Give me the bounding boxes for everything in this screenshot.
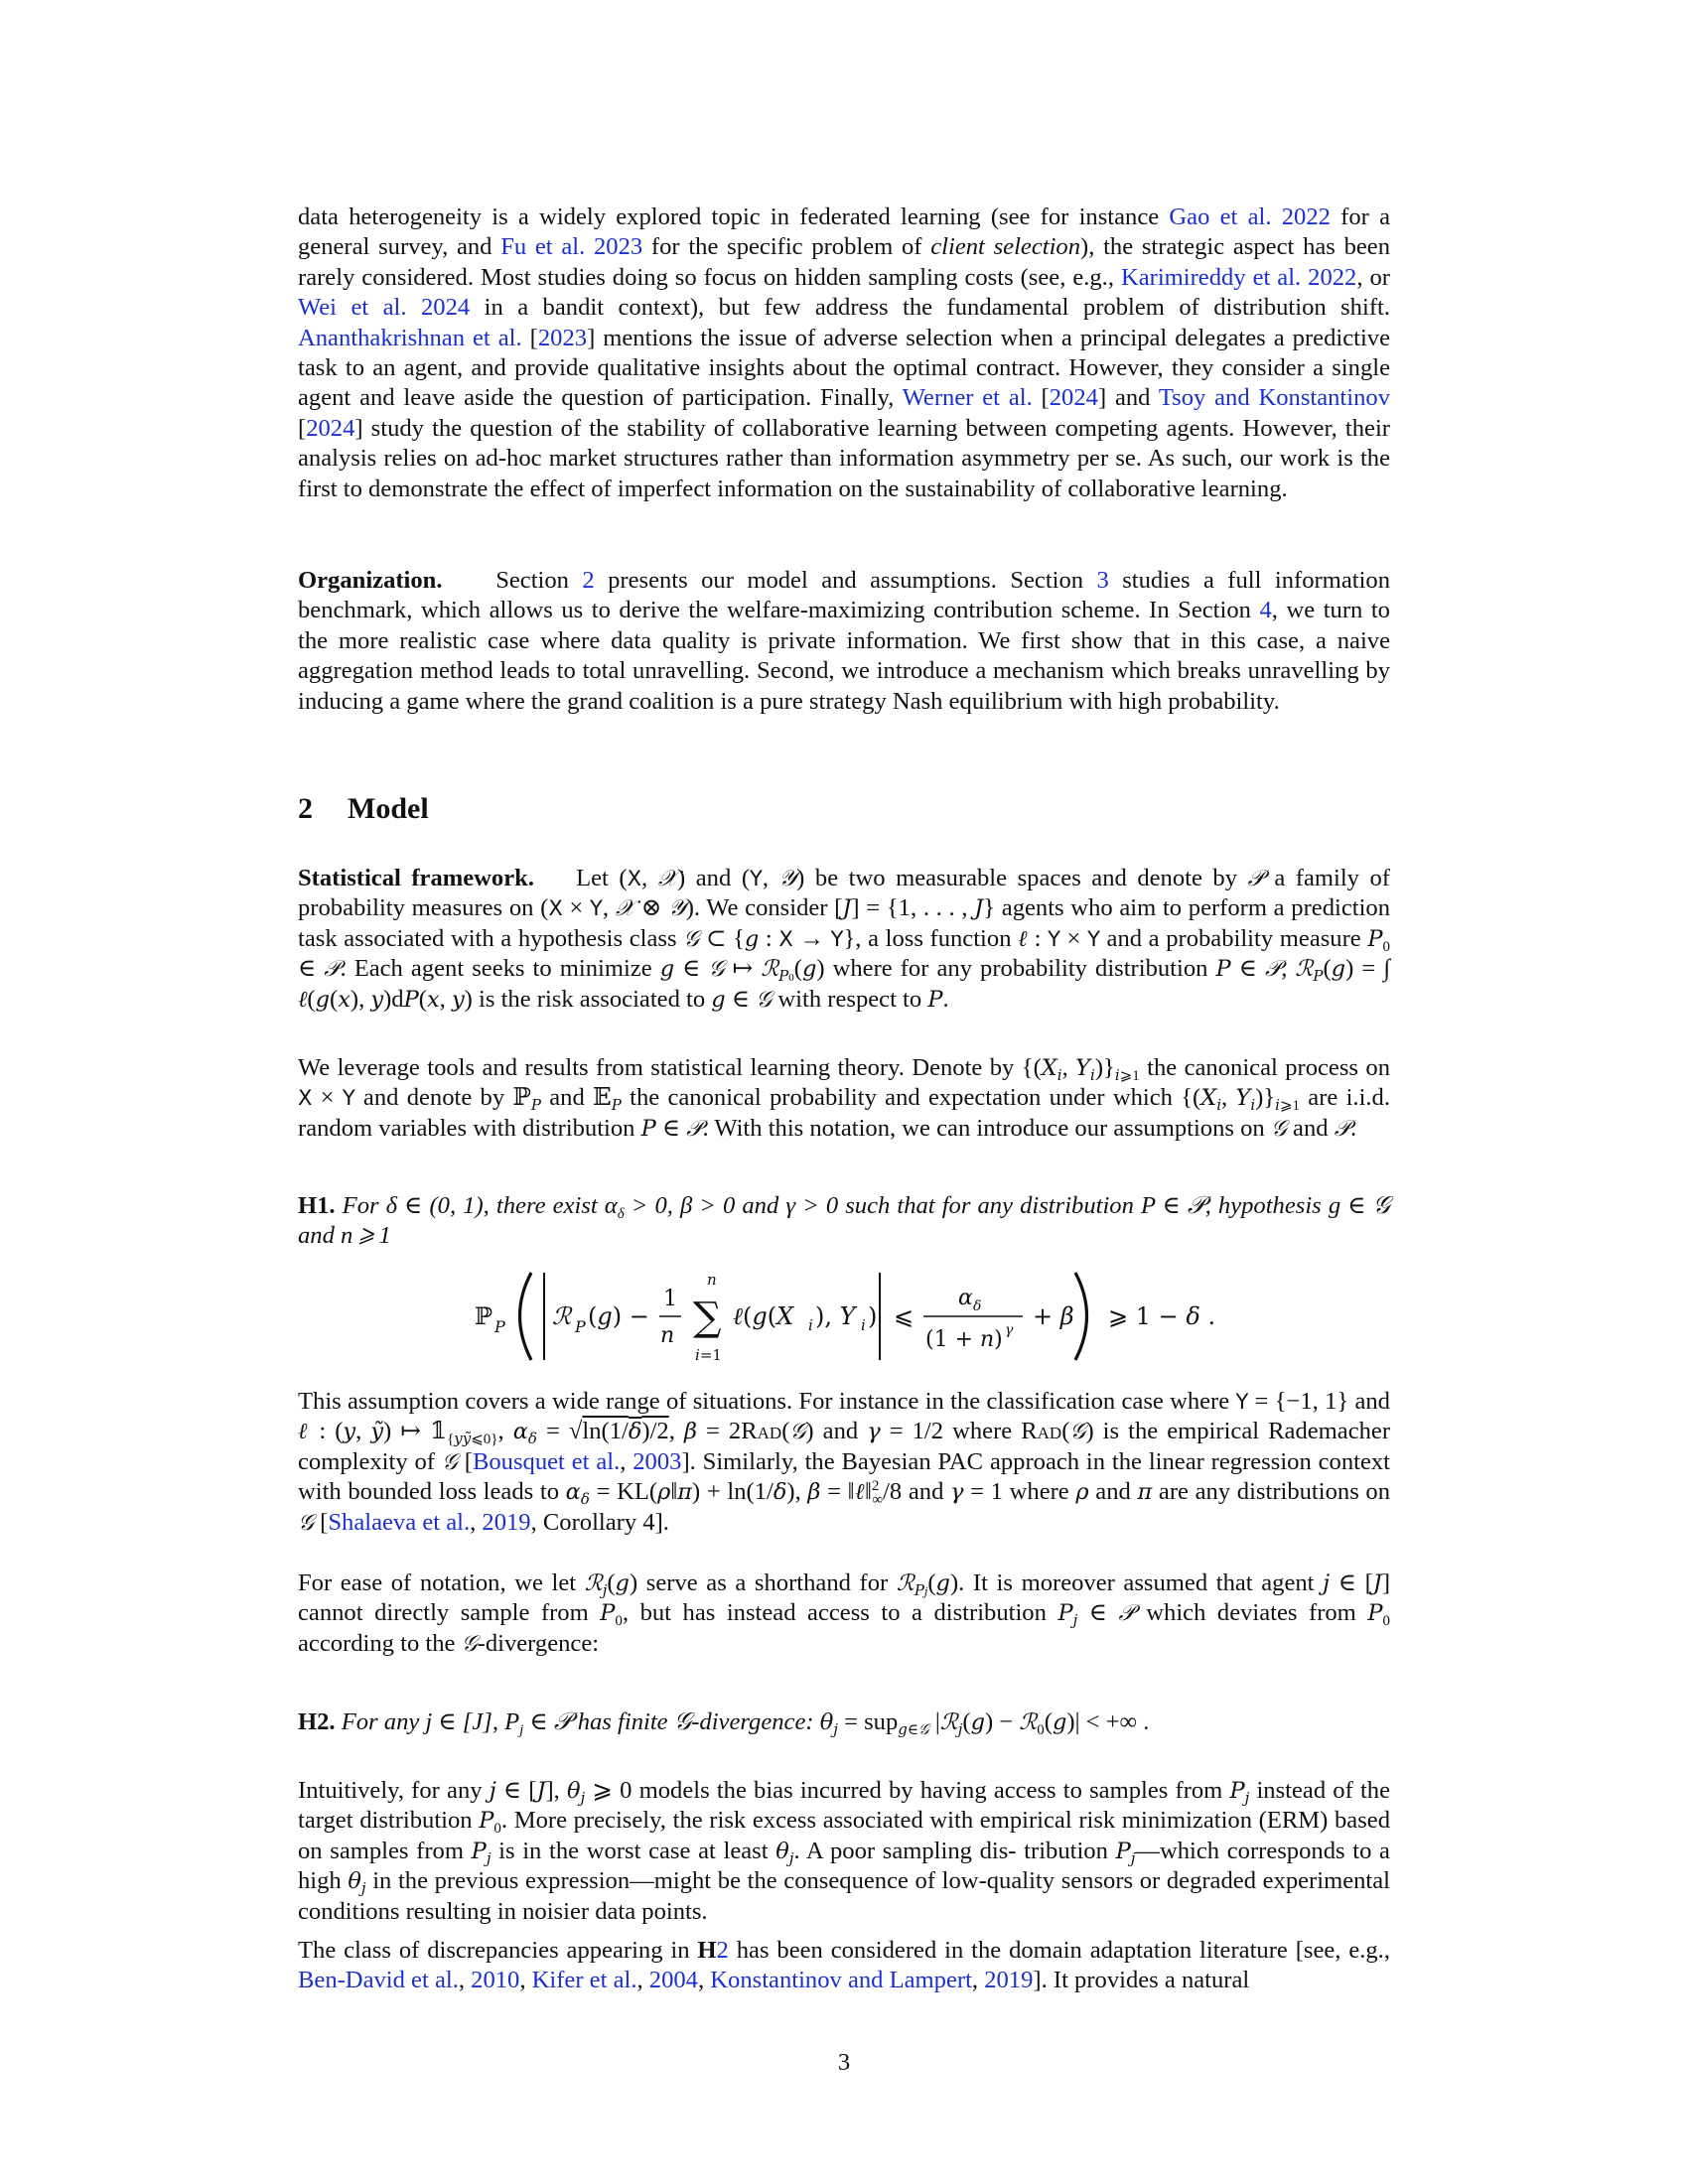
svg-text:γ: γ: [1005, 1322, 1014, 1338]
citation-konstantinov[interactable]: Konstantinov and Lampert: [710, 1967, 972, 1994]
svg-text:+ β: + β: [1033, 1302, 1074, 1330]
svg-text:α: α: [958, 1286, 973, 1310]
section-heading: [298, 794, 429, 824]
related-work-paragraph: data heterogeneity is a widely explored topic in federated learning (see for instance Gao et al. 2022 for a general survey, and Fu et al. 2023 for the specific problem of client selection), the strategic aspect has been rarely considered. Most studies doing so focus on hidden sampling costs (see, e.g., Karimireddy et al. 2022, or Wei et al. 2024 in a bandit context), but few address the fundamental problem of distribution shift. Ananthakrishnan et al. [2023] mentions the issue of adverse selection when a principal delegates a predictive task to an agent, and provide qualitative insights about the optimal contract. However, they consider a single agent and leave aside the question of participation. Finally, Werner et al. [2024] and Tsoy and Konstantinov [2024] study the question of the stability of collaborative learning between competing agents. However, their analysis relies on ad-hoc market structures rather than information asymmetry per se. As such, our work is the first to demonstrate the effect of imperfect information on the sustainability of collaborative learning.: [298, 204, 1391, 502]
ref-h2[interactable]: 2: [716, 1937, 729, 1964]
svg-text:ℙ: ℙ: [475, 1302, 493, 1330]
assumption-h2: H2. For any j ∈ [J], $P_j$ ∈ 𝒫 has finite 𝒢-divergence: $\theta_j = sup_{g\in 𝒢}$ |ℛ$_j$(g) − ℛ$_0$(g)| < +∞ .: [298, 1708, 1150, 1738]
citation-kifer-year[interactable]: 2004: [648, 1967, 698, 1994]
section-title: Model: [348, 792, 429, 825]
intuition-paragraph: Intuitively, for any j ∈ [J], $\theta_j$ ⩾ 0 models the bias incurred by having access to samples from $P_j$ instead of the target distribution $P_0$. More precisely, the risk excess associated with empirical risk minimization (ERM) based on samples from $P_j$ is in the worst case at least $\theta_j$. A poor sampling dis- tribution $P_j—which$ corresponds to a high $\theta_j$ in the previous expression—might be the consequence of low-quality sensors or degraded experimental conditions resulting in noisier data points.: [298, 1777, 1391, 1925]
h2-label: H2.: [298, 1708, 336, 1735]
citation-gao[interactable]: Gao et al. 2022: [1169, 204, 1331, 230]
citation-kifer[interactable]: Kifer et al.: [531, 1967, 637, 1994]
page-number: 3: [837, 2049, 851, 2076]
svg-text:i=1: i=1: [695, 1346, 722, 1364]
svg-text:(1 + n): (1 + n): [925, 1327, 1003, 1352]
h2-ref-prefix: H: [697, 1937, 717, 1964]
ref-section-4[interactable]: 4: [1259, 597, 1272, 624]
citation-bousquet-year[interactable]: 2003: [633, 1447, 682, 1475]
citation-ananthakrishnan[interactable]: Ananthakrishnan et al.: [298, 324, 522, 351]
assumption-discussion-paragraph: This assumption covers a wide range of situations. For instance in the classification case where Y = {−1, 1} and ℓ : (y, ỹ) ↦ $𝟙_{\{yỹ⩽0\}}$, $\alpha_\delta = √\ln(1/\delta)/2$, β = 2Rad(𝒢) and γ = 1/2 where Rad(𝒢) is the empirical Rademacher complexity of 𝒢 [Bousquet et al., 2003]. Similarly, the Bayesian PAC approach in the linear regression context with bounded loss leads to $\alpha_\delta$ = KL(ρ‖π) + ln(1/δ), β = ‖ℓ‖$^2_\infty$/8 and γ = 1 where ρ and π are any distributions on 𝒢 [Shalaeva et al., 2019, Corollary 4].: [298, 1388, 1391, 1536]
section-number: 2: [298, 792, 313, 825]
statistical-framework-label: Statistical framework.: [298, 865, 534, 891]
svg-text:ℓ(g(X: ℓ(g(X: [733, 1302, 794, 1330]
svg-text:⩽: ⩽: [894, 1302, 914, 1330]
h1-equation-svg: [0, 1261, 1688, 1370]
h1-equation: [0, 1261, 1688, 1370]
citation-shalaeva[interactable]: Shalaeva: [328, 1508, 417, 1536]
citation-shalaeva-year[interactable]: 2019: [482, 1508, 531, 1536]
svg-text:ℛ: ℛ: [552, 1302, 572, 1330]
svg-text:), Y: ), Y: [815, 1302, 856, 1330]
statistical-framework-paragraph: Statistical framework. Let (X, 𝒳) and (Y, 𝒴) be two measurable spaces and denote by 𝒫 a family of probability measures on (X × Y, 𝒳 ⊗ 𝒴). We consider [J] = {1, . . . , J} agents who aim to perform a prediction task associated with a hypothesis class 𝒢 ⊂ {g : X → Y}, a loss function ℓ : Y × Y and a probability measure $P_0$ ∈ 𝒫. Each agent seeks to minimize g ∈ 𝒢 ↦ ℛ$_{P0}$(g) where for any probability distribution P ∈ 𝒫, ℛ$_P$(g) = ∫ ℓ(g(x), y)dP(x, y) is the risk associated to g ∈ 𝒢 with respect to P.: [298, 865, 1391, 1013]
citation-karimireddy[interactable]: Karimireddy et al. 2022: [1120, 263, 1357, 291]
svg-text:1: 1: [663, 1287, 677, 1311]
citation-konstantinov-year[interactable]: 2019: [984, 1967, 1034, 1994]
citation-ananthakrishnan-year[interactable]: 2023: [537, 324, 588, 351]
h1-label: H1.: [298, 1192, 336, 1219]
svg-text:(g) −: (g) −: [588, 1302, 649, 1330]
citation-werner[interactable]: Werner et al.: [902, 384, 1033, 412]
notation-paragraph: For ease of notation, we let ℛ$_j$(g) serve as a shorthand for ℛ$_{Pj}$(g). It is moreover assumed that agent j ∈ [J] cannot directly sample from $P_0$, but has instead access to a distribution $P_j$ ∈ 𝒫 which deviates from $P_0$ according to the 𝒢-divergence:: [298, 1570, 1391, 1657]
citation-bousquet[interactable]: Bousquet et al.: [472, 1447, 621, 1475]
citation-fu[interactable]: Fu et al. 2023: [500, 233, 643, 261]
citation-werner-year[interactable]: 2024: [1049, 384, 1098, 412]
discrepancy-paragraph: The class of discrepancies appearing in H2 has been considered in the domain adaptation literature [see, e.g., Ben-David et al., 2010, Kifer et al., 2004, Konstantinov and Lampert, 2019]. It provides a natural: [298, 1937, 1390, 1994]
svg-text:i: i: [861, 1316, 866, 1334]
citation-bendavid-year[interactable]: 2010: [471, 1967, 520, 1994]
assumption-h1: H1. For δ ∈ (0, 1), there exist $\alpha_\delta > 0$, β > 0 and γ > 0 such that for any distribution P ∈ 𝒫, hypothesis g ∈ 𝒢 and n ⩾ 1: [298, 1192, 1391, 1250]
organization-paragraph: Organization. Section 2 presents our model and assumptions. Section 3 studies a full information benchmark, which allows us to derive the welfare-maximizing contribution scheme. In Section 4, we turn to the more realistic case where data quality is private information. We first show that in this case, a naive aggregation method leads to total unravelling. Second, we introduce a mechanism which breaks unravelling by inducing a game where the grand coalition is a pure strategy Nash equilibrium with high probability.: [298, 567, 1390, 715]
statistical-tools-paragraph: We leverage tools and results from statistical learning theory. Denote by {($X_i$, $Y_i)\}_{i⩾1}$ the canonical process on X × Y and denote by ℙ$_P$ and 𝔼$_P$ the canonical probability and expectation under which {($X_i$, $Y_i)\}_{i⩾1}$ are i.i.d. random variables with distribution P ∈ 𝒫. With this notation, we can introduce our assumptions on 𝒢 and 𝒫.: [298, 1054, 1391, 1142]
svg-text:⩾ 1 − δ .: ⩾ 1 − δ .: [1108, 1302, 1216, 1330]
svg-text:∑: ∑: [693, 1295, 722, 1340]
citation-tsoy-year[interactable]: 2024: [306, 414, 355, 442]
svg-text:): ): [868, 1302, 878, 1330]
svg-text:P: P: [494, 1317, 505, 1336]
svg-text:n: n: [707, 1271, 717, 1289]
ref-section-3[interactable]: 3: [1096, 567, 1109, 594]
citation-bendavid[interactable]: Ben-David et al.: [298, 1967, 459, 1994]
svg-text:δ: δ: [973, 1298, 982, 1314]
organization-label: Organization.: [298, 567, 443, 594]
svg-text:n: n: [660, 1323, 675, 1348]
citation-tsoy[interactable]: Tsoy and Konstantinov: [1158, 384, 1390, 412]
citation-shalaeva-etal[interactable]: et al.: [422, 1508, 471, 1536]
svg-text:i: i: [808, 1316, 813, 1334]
ref-section-2[interactable]: 2: [582, 567, 595, 594]
citation-wei[interactable]: Wei et al. 2024: [298, 294, 471, 322]
svg-text:P: P: [575, 1317, 586, 1336]
